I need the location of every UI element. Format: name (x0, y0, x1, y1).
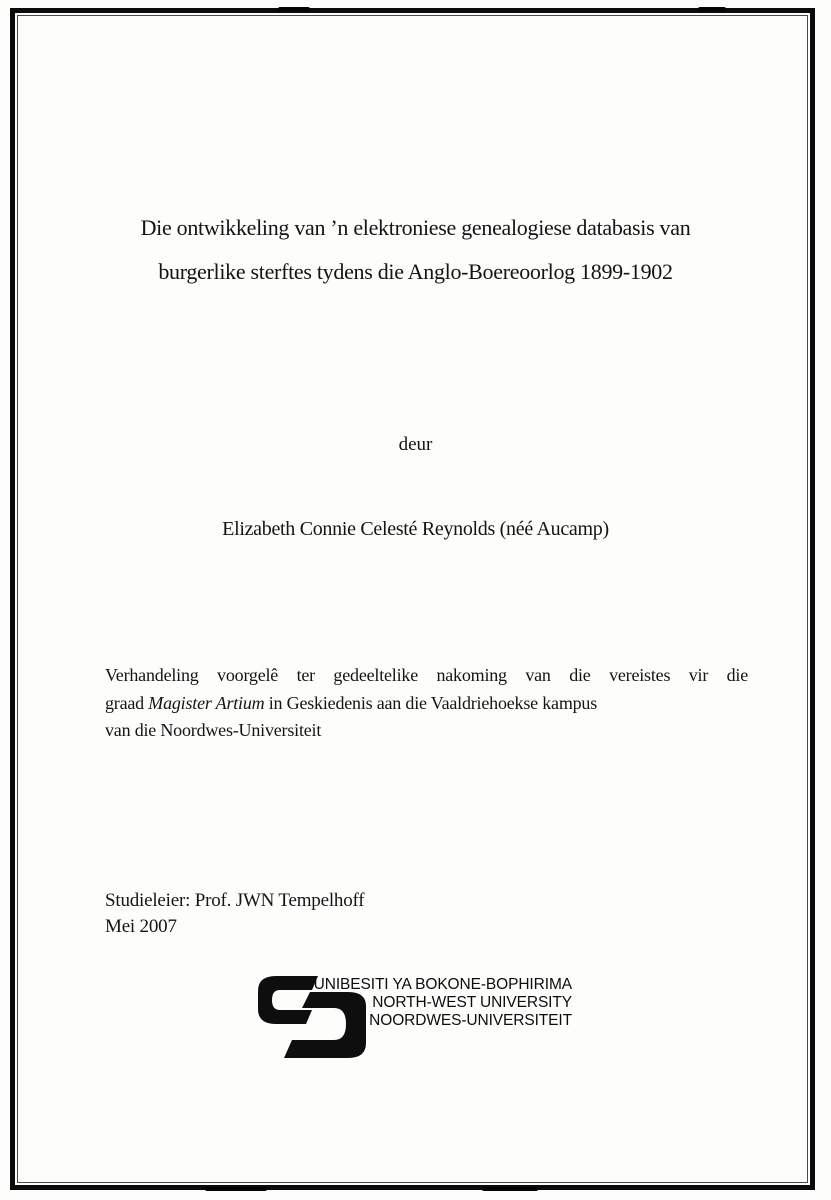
thesis-title-line-1: Die ontwikkeling van ’n elektroniese genealogiese databasis van (140, 215, 691, 240)
degree-statement-line-1: Verhandeling voorgelê ter gedeeltelike nakoming van die vereistes vir die (105, 665, 748, 685)
university-name-english: NORTH-WEST UNIVERSITY (372, 994, 572, 1011)
university-logo-block (258, 972, 572, 1060)
scan-smudge (278, 7, 310, 11)
byline-deur: deur (398, 434, 433, 455)
thesis-title (0, 206, 831, 294)
supervisor-line: Studieleier: Prof. JWN Tempelhoff (105, 890, 365, 911)
scan-smudge (482, 1187, 538, 1191)
degree-statement (105, 662, 748, 745)
supervisor-and-date (105, 888, 364, 940)
degree-statement-line-2-suffix: in Geskiedenis aan die Vaaldriehoekse kampus (264, 692, 598, 713)
degree-statement-line-2-prefix: graad (105, 692, 149, 713)
university-logo-text (303, 976, 572, 1030)
university-name-setswana: YUNIBESITI YA BOKONE-BOPHIRIMA (303, 976, 572, 993)
degree-statement-line-3: van die Noordwes-Universiteit (105, 720, 322, 740)
scan-smudge (205, 1187, 267, 1191)
degree-statement-line-2 (105, 690, 748, 718)
thesis-title-line-2: burgerlike sterftes tydens die Anglo-Boereoorlog 1899-1902 (158, 259, 673, 284)
scan-smudge (698, 7, 726, 11)
date-line: Mei 2007 (105, 916, 177, 937)
author-name: Elizabeth Connie Celesté Reynolds (néé Aucamp) (222, 518, 609, 540)
degree-name-italic: Magister Artium (148, 692, 265, 713)
university-name-afrikaans: NOORDWES-UNIVERSITEIT (369, 1012, 572, 1029)
